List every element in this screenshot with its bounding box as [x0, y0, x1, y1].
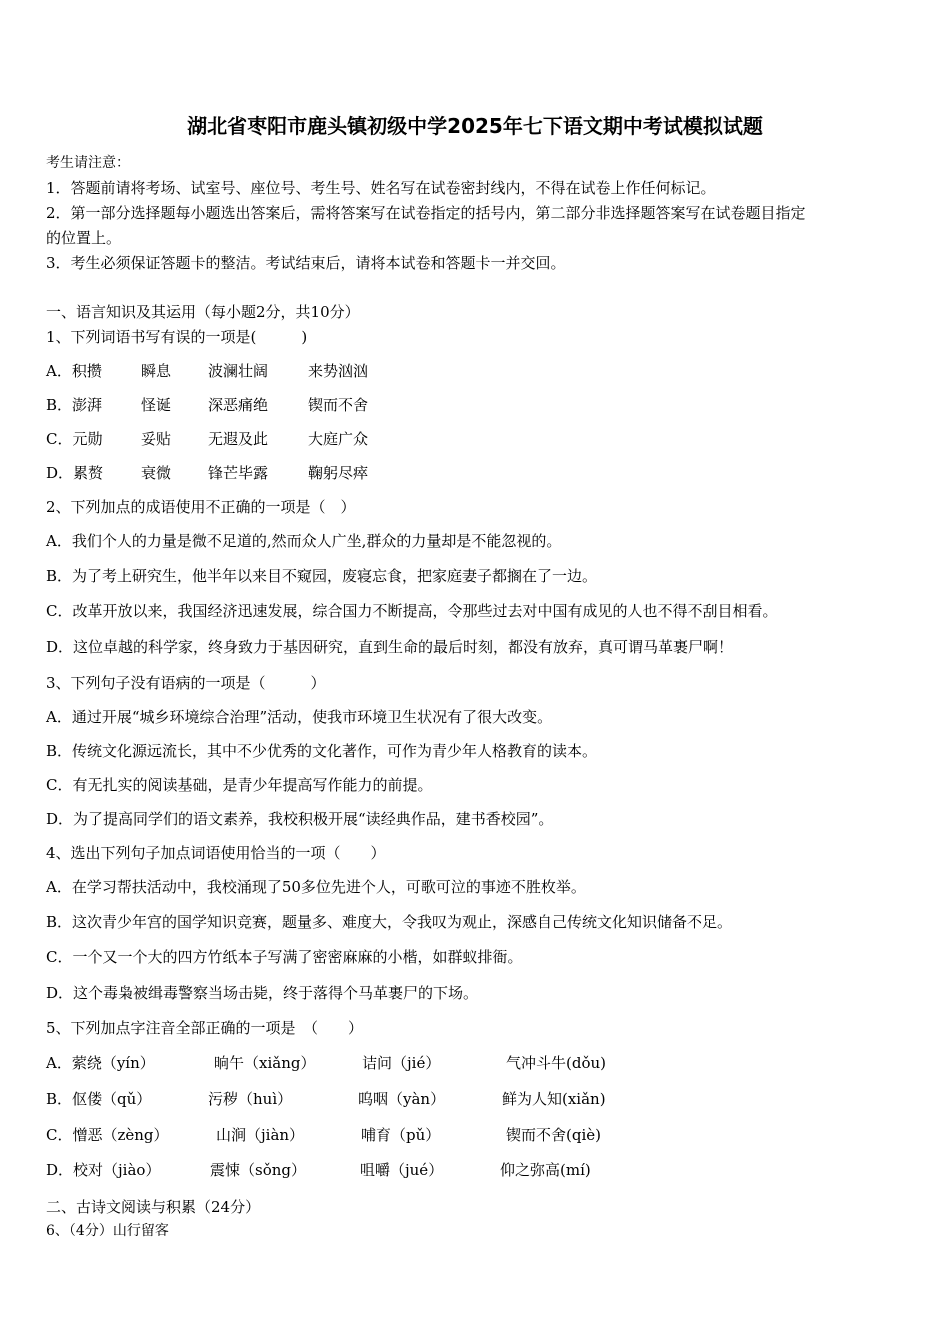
- q4-option-d: D．这个毒枭被缉毒警察当场击毙，终于落得个马革裹尸的下场。: [46, 984, 479, 1002]
- q5-b-item-3: 呜咽（yàn）: [358, 1090, 446, 1108]
- q3-option-c: C．有无扎实的阅读基础，是青少年提高写作能力的前提。: [46, 776, 433, 794]
- question-6-stem: 6、（4分）山行留客: [46, 1223, 169, 1239]
- q2-option-c: C．改革开放以来，我国经济迅速发展，综合国力不断提高，令那些过去对中国有成见的人也不得不刮目相看。: [46, 602, 778, 620]
- q5-a-item-1: A．萦绕（yín）: [46, 1054, 155, 1072]
- q1-c-word-3: 无遐及此: [208, 430, 269, 448]
- q5-d-item-2: 震悚（sǒng）: [210, 1161, 306, 1179]
- q1-b-word-3: 深恶痛绝: [208, 396, 269, 414]
- q1-b-word-1: B．澎湃: [46, 396, 103, 414]
- notice-item-2: 2．第一部分选择题每小题选出答案后，需将答案写在试卷指定的括号内，第二部分非选择题答案写在试卷题目指定: [46, 204, 806, 222]
- q1-d-word-3: 锋芒毕露: [208, 464, 269, 482]
- q5-a-item-4: 气冲斗牛(dǒu): [506, 1054, 606, 1072]
- q3-option-d: D．为了提高同学们的语文素养，我校积极开展“读经典作品，建书香校园”。: [46, 810, 554, 828]
- q5-a-item-2: 晌午（xiǎng）: [214, 1054, 316, 1072]
- q1-a-word-3: 波澜壮阔: [208, 362, 269, 380]
- q1-b-word-2: 怪诞: [141, 396, 172, 414]
- q1-c-word-2: 妥贴: [141, 430, 172, 448]
- q2-option-a: A．我们个人的力量是微不足道的,然而众人广坐,群众的力量却是不能忽视的。: [46, 532, 562, 550]
- q5-c-item-1: C．憎恶（zèng）: [46, 1126, 169, 1144]
- notice-item-1: 1．答题前请将考场、试室号、座位号、考生号、姓名写在试卷密封线内，不得在试卷上作任何标记。: [46, 179, 716, 197]
- q1-a-word-2: 瞬息: [141, 362, 172, 380]
- q5-c-item-3: 哺育（pǔ）: [361, 1126, 441, 1144]
- q3-option-b: B．传统文化源远流长，其中不少优秀的文化著作，可作为青少年人格教育的读本。: [46, 742, 598, 760]
- section-2-heading: 二、古诗文阅读与积累（24分）: [46, 1198, 261, 1216]
- q2-option-d: D．这位卓越的科学家，终身致力于基因研究，直到生命的最后时刻，都没有放弃，真可谓马革裹尸啊！: [46, 638, 734, 656]
- q2-option-b: B．为了考上研究生，他半年以来目不窥园，废寝忘食，把家庭妻子都搁在了一边。: [46, 567, 598, 585]
- section-1-heading: 一、语言知识及其运用（每小题2分，共10分）: [46, 303, 360, 321]
- q5-b-item-4: 鲜为人知(xiǎn): [502, 1090, 606, 1108]
- q5-b-item-2: 污秽（huì）: [208, 1090, 293, 1108]
- q5-c-item-2: 山涧（jiàn）: [216, 1126, 305, 1144]
- q5-c-item-4: 锲而不舍(qiè): [506, 1126, 601, 1144]
- q4-option-b: B．这次青少年宫的国学知识竞赛，题量多、难度大，令我叹为观止，深感自己传统文化知识储备不足。: [46, 913, 733, 931]
- q1-b-word-4: 锲而不舍: [308, 396, 369, 414]
- question-5-stem: 5、下列加点字注音全部正确的一项是 （ ）: [46, 1019, 364, 1037]
- q1-c-word-1: C．元勋: [46, 430, 103, 448]
- q1-d-word-4: 鞠躬尽瘁: [308, 464, 369, 482]
- q1-d-word-1: D．累赘: [46, 464, 104, 482]
- notice-item-3: 3．考生必须保证答题卡的整洁。考试结束后，请将本试卷和答题卡一并交回。: [46, 254, 566, 272]
- q5-d-item-3: 咀嚼（jué）: [360, 1161, 444, 1179]
- question-2-stem: 2、下列加点的成语使用不正确的一项是（ ）: [46, 498, 356, 516]
- q5-d-item-4: 仰之弥高(mí): [500, 1161, 591, 1179]
- q1-a-word-4: 来势汹汹: [308, 362, 369, 380]
- question-1-stem: 1、下列词语书写有误的一项是( ): [46, 328, 308, 346]
- q1-d-word-2: 衰微: [141, 464, 172, 482]
- page-title: 湖北省枣阳市鹿头镇初级中学2025年七下语文期中考试模拟试题: [187, 114, 763, 138]
- q1-c-word-4: 大庭广众: [308, 430, 369, 448]
- notice-item-2-cont: 的位置上。: [46, 229, 122, 247]
- notice-heading: 考生请注意：: [46, 155, 130, 171]
- q5-a-item-3: 诘问（jié）: [362, 1054, 441, 1072]
- question-4-stem: 4、选出下列句子加点词语使用恰当的一项（ ）: [46, 844, 386, 862]
- q1-a-word-1: A．积攒: [46, 362, 102, 380]
- q5-b-item-1: B．伛偻（qǔ）: [46, 1090, 152, 1108]
- question-3-stem: 3、下列句子没有语病的一项是（ ）: [46, 674, 326, 692]
- q4-option-c: C．一个又一个大的四方竹纸本子写满了密密麻麻的小楷，如群蚁排衙。: [46, 948, 523, 966]
- q3-option-a: A．通过开展“城乡环境综合治理”活动，使我市环境卫生状况有了很大改变。: [46, 708, 553, 726]
- q5-d-item-1: D．校对（jiào）: [46, 1161, 161, 1179]
- q4-option-a: A．在学习帮扶活动中，我校涌现了50多位先进个人，可歌可泣的事迹不胜枚举。: [46, 878, 586, 896]
